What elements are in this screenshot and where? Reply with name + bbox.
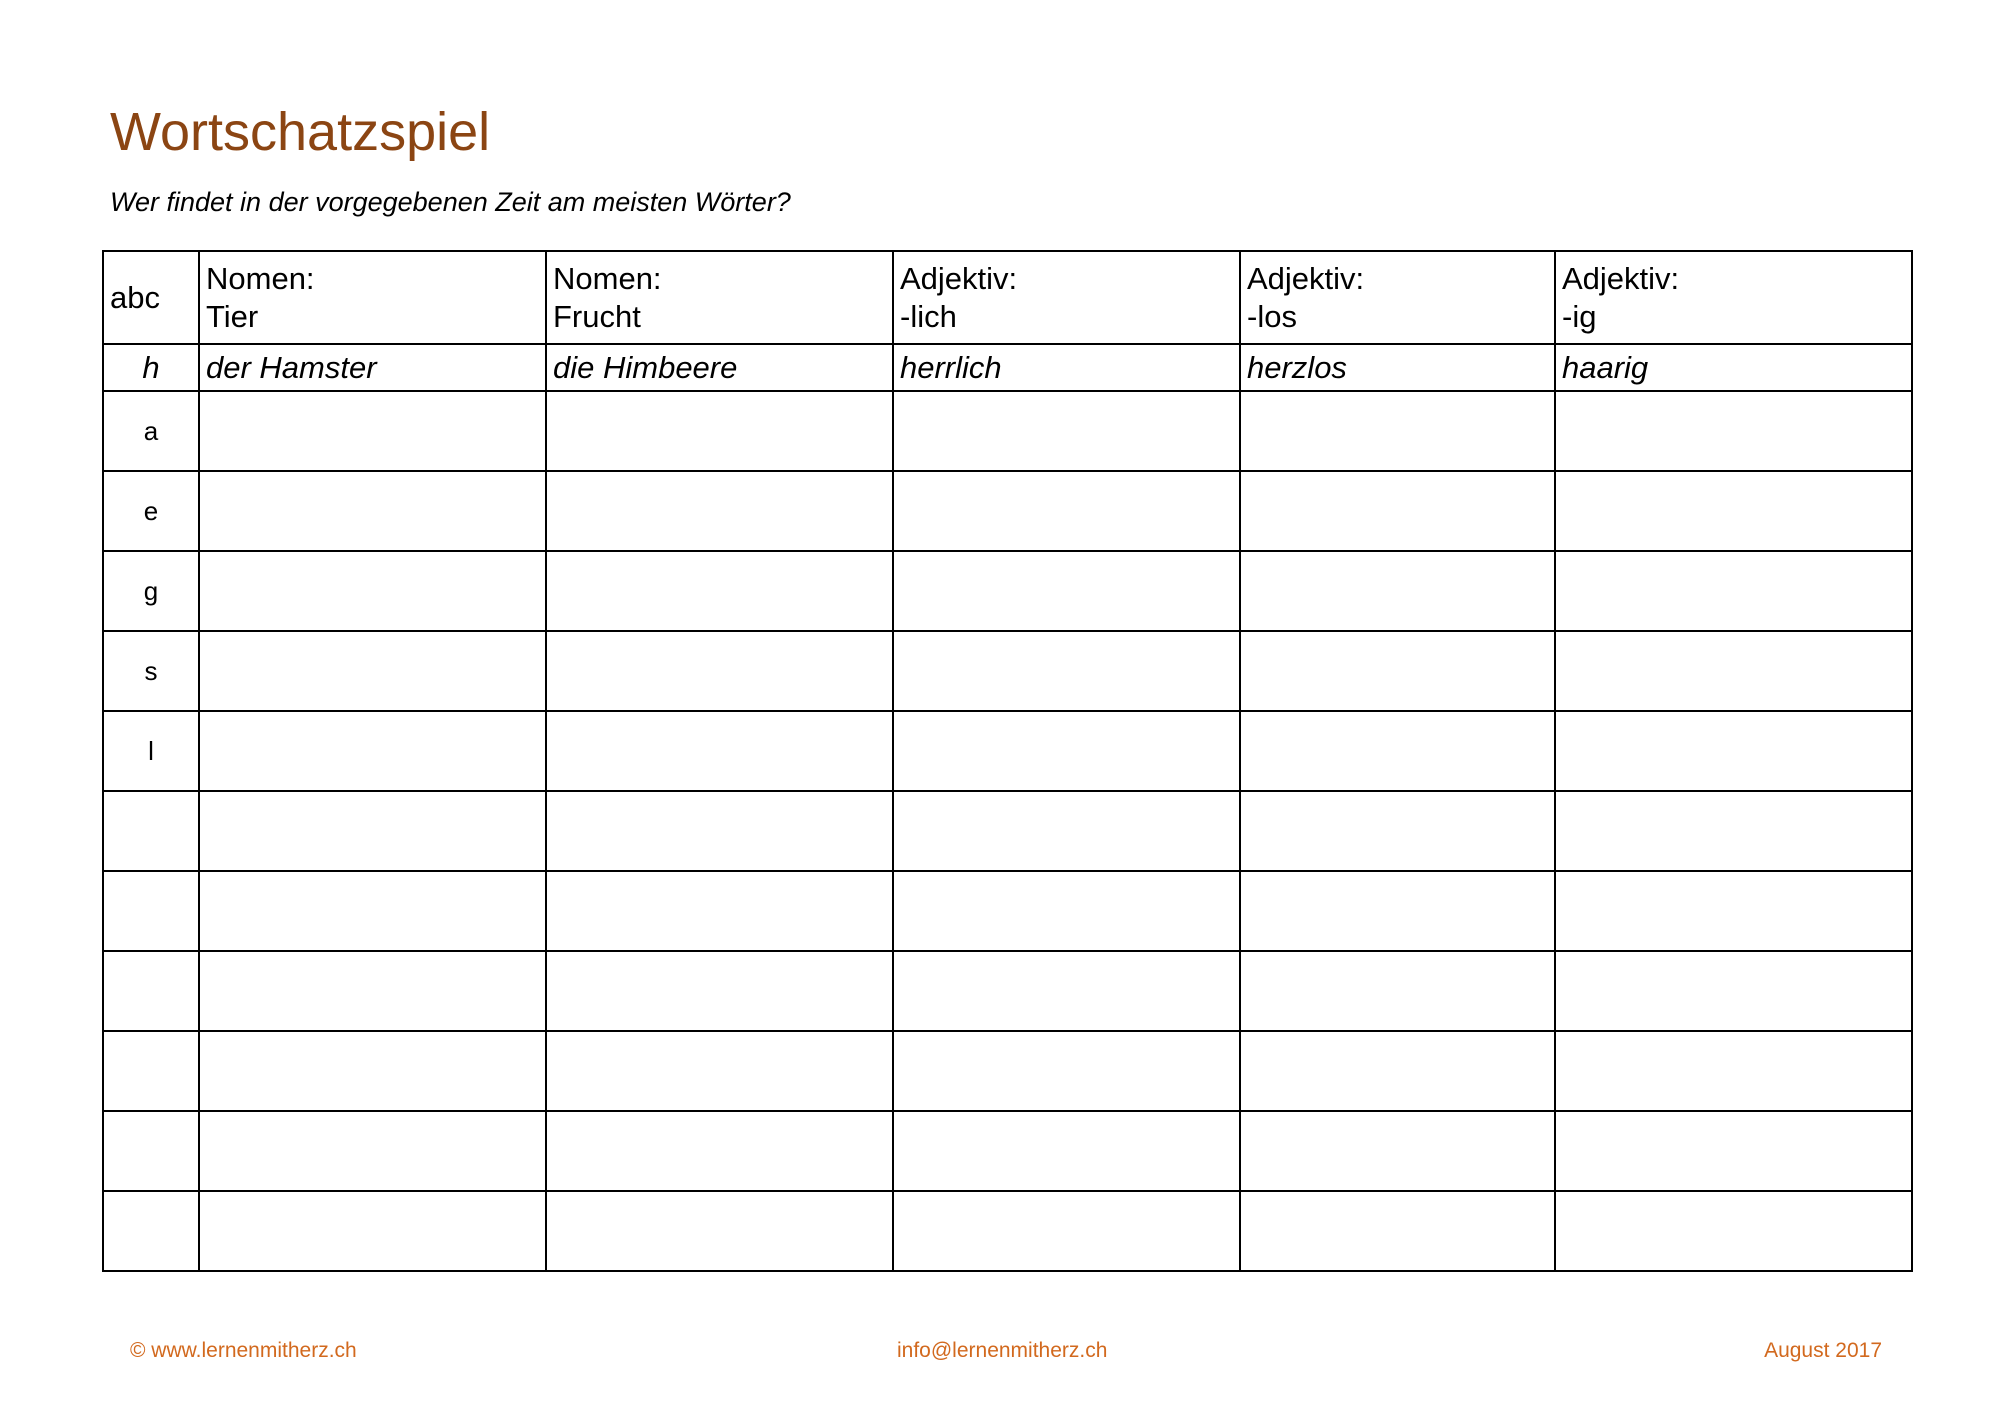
answer-cell[interactable] <box>199 1191 546 1271</box>
row-letter: s <box>103 631 199 711</box>
answer-cell[interactable] <box>893 1191 1240 1271</box>
answer-cell[interactable] <box>1555 471 1912 551</box>
answer-cell[interactable] <box>546 1191 893 1271</box>
answer-cell[interactable] <box>893 871 1240 951</box>
answer-cell[interactable] <box>893 391 1240 471</box>
header-cell-nomen-frucht <box>546 251 893 344</box>
table-row <box>103 1031 1912 1111</box>
example-cell: haarig <box>1555 344 1912 391</box>
answer-cell[interactable] <box>1555 1191 1912 1271</box>
example-cell: herzlos <box>1240 344 1555 391</box>
answer-cell[interactable] <box>546 1031 893 1111</box>
answer-cell[interactable] <box>1240 1191 1555 1271</box>
header-label: Adjektiv: <box>1562 261 1680 297</box>
answer-cell[interactable] <box>1240 951 1555 1031</box>
header-sublabel: -los <box>1247 298 1297 334</box>
answer-cell[interactable] <box>546 551 893 631</box>
answer-cell[interactable] <box>546 951 893 1031</box>
answer-cell[interactable] <box>1240 471 1555 551</box>
row-letter: a <box>103 391 199 471</box>
answer-cell[interactable] <box>893 791 1240 871</box>
page-title: Wortschatzspiel <box>110 102 491 162</box>
answer-cell[interactable] <box>893 471 1240 551</box>
answer-cell[interactable] <box>546 471 893 551</box>
row-letter <box>103 951 199 1031</box>
table-header-row <box>103 251 1912 344</box>
answer-cell[interactable] <box>546 711 893 791</box>
answer-cell[interactable] <box>546 631 893 711</box>
answer-cell[interactable] <box>199 791 546 871</box>
example-row <box>103 344 1912 391</box>
vocabulary-table <box>102 250 1913 1272</box>
header-label: Adjektiv: <box>1247 261 1365 297</box>
answer-cell[interactable] <box>1555 791 1912 871</box>
answer-cell[interactable] <box>546 391 893 471</box>
example-letter: h <box>103 344 199 391</box>
header-label: Nomen: <box>206 261 315 297</box>
page-subtitle: Wer findet in der vorgegebenen Zeit am meisten Wörter? <box>110 187 791 217</box>
table-row <box>103 631 1912 711</box>
answer-cell[interactable] <box>1240 871 1555 951</box>
header-cell-adjektiv-lich <box>893 251 1240 344</box>
footer-date: August 2017 <box>1764 1339 1882 1362</box>
answer-cell[interactable] <box>1555 951 1912 1031</box>
table-row <box>103 391 1912 471</box>
example-cell: herrlich <box>893 344 1240 391</box>
answer-cell[interactable] <box>1555 871 1912 951</box>
answer-cell[interactable] <box>199 871 546 951</box>
header-cell-nomen-tier <box>199 251 546 344</box>
answer-cell[interactable] <box>199 551 546 631</box>
table-row <box>103 871 1912 951</box>
answer-cell[interactable] <box>1555 551 1912 631</box>
example-cell: die Himbeere <box>546 344 893 391</box>
answer-cell[interactable] <box>1240 1111 1555 1191</box>
answer-cell[interactable] <box>1240 791 1555 871</box>
table-row <box>103 1111 1912 1191</box>
table-row <box>103 551 1912 631</box>
header-sublabel: -ig <box>1562 298 1597 334</box>
row-letter <box>103 1191 199 1271</box>
header-sublabel: -lich <box>900 298 957 334</box>
header-sublabel: Tier <box>206 298 259 334</box>
answer-cell[interactable] <box>1240 711 1555 791</box>
answer-cell[interactable] <box>546 791 893 871</box>
answer-cell[interactable] <box>1555 711 1912 791</box>
answer-cell[interactable] <box>1240 631 1555 711</box>
row-letter: l <box>103 711 199 791</box>
answer-cell[interactable] <box>893 551 1240 631</box>
answer-cell[interactable] <box>893 951 1240 1031</box>
answer-cell[interactable] <box>893 631 1240 711</box>
answer-cell[interactable] <box>893 711 1240 791</box>
table-row <box>103 471 1912 551</box>
header-label: Adjektiv: <box>900 261 1018 297</box>
answer-cell[interactable] <box>1555 391 1912 471</box>
answer-cell[interactable] <box>1240 391 1555 471</box>
answer-cell[interactable] <box>199 711 546 791</box>
table-row <box>103 1191 1912 1271</box>
header-cell-adjektiv-los <box>1240 251 1555 344</box>
answer-cell[interactable] <box>1240 1031 1555 1111</box>
row-letter: e <box>103 471 199 551</box>
header-cell-adjektiv-ig <box>1555 251 1912 344</box>
answer-cell[interactable] <box>1240 551 1555 631</box>
table-row <box>103 711 1912 791</box>
footer-website: © www.lernenmitherz.ch <box>130 1339 357 1362</box>
answer-cell[interactable] <box>1555 1031 1912 1111</box>
table-row <box>103 951 1912 1031</box>
row-letter <box>103 1111 199 1191</box>
answer-cell[interactable] <box>893 1111 1240 1191</box>
row-letter <box>103 791 199 871</box>
header-sublabel: Frucht <box>553 298 641 334</box>
table-row <box>103 791 1912 871</box>
answer-cell[interactable] <box>199 471 546 551</box>
answer-cell[interactable] <box>1555 631 1912 711</box>
row-letter <box>103 1031 199 1111</box>
answer-cell[interactable] <box>893 1031 1240 1111</box>
answer-cell[interactable] <box>546 871 893 951</box>
header-label: Nomen: <box>553 261 662 297</box>
answer-cell[interactable] <box>1555 1111 1912 1191</box>
row-letter: g <box>103 551 199 631</box>
answer-cell[interactable] <box>546 1111 893 1191</box>
answer-cell[interactable] <box>199 631 546 711</box>
answer-cell[interactable] <box>199 951 546 1031</box>
answer-cell[interactable] <box>199 1031 546 1111</box>
footer-email: info@lernenmitherz.ch <box>897 1339 1108 1362</box>
header-cell-abc: abc <box>103 251 199 344</box>
answer-cell[interactable] <box>199 1111 546 1191</box>
row-letter <box>103 871 199 951</box>
example-cell: der Hamster <box>199 344 546 391</box>
answer-cell[interactable] <box>199 391 546 471</box>
